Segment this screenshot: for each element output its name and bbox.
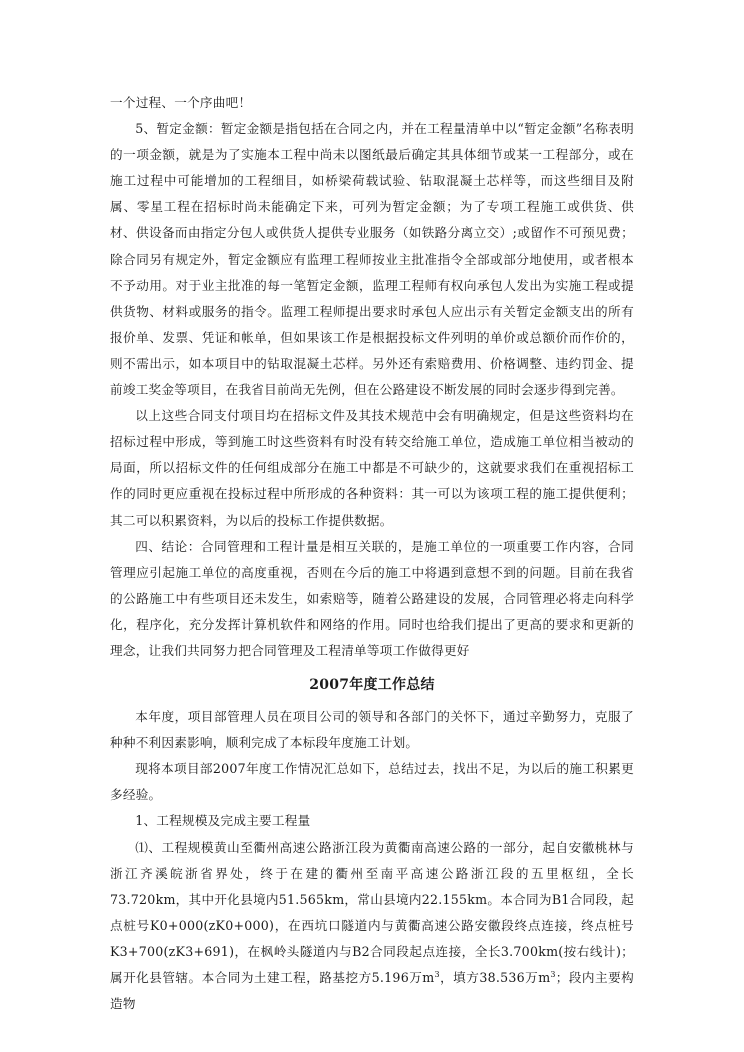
section-title: 2007年度工作总结 [309, 677, 435, 694]
superscript-cubic-1: 3 [434, 969, 440, 979]
scale-text-part3: ；段内主要构造物 [110, 970, 635, 1012]
paragraph-payment-items: 以上这些合同支付项目均在招标文件及其技术规范中会有明确规定，但是这些资料均在招标过程中形成，等到施工时这些资料有时没有转交给施工单位，造成施工单位相当被动的局面，所以招标文件的任何组成部分在施工中都是不可缺少的，这就要求我们在重视招标工作的同时更应重视在投标过程中所形成的各种资料：其一可以为该项工程的施工提供便利；其二可以积累资料，为以后的投标工作提供数据。 [110, 408, 634, 528]
paragraph-provisional-sum: 5、暂定金额：暂定金额是指包括在合同之内，并在工程量清单中以“暂定金额”名称表明的一项金额，就是为了实施本工程中尚未以图纸最后确定其具体细节或某一工程部分，或在施工过程中可能增加的工程细目，如桥梁荷载试验、钻取混凝土芯样等，而这些细目及附属、零星工程在招标时尚未能确定下来，可列为暂定金额；为了专项工程施工或供货、供材、供设备而由指定分包人或供货人提供专业服务（如铁路分离立交）;或留作不可预见费；除合同另有规定外，暂定金额应有监理工程师按业主批准指令全部或部分地使用，或者根本不予动用。对于业主批准的每一笔暂定金额，监理工程师有权向承包人发出为实施工程或提供货物、材料或服务的指令。监理工程师提出要求时承包人应出示有关暂定金额支出的所有报价单、发票、凭证和帐单，但如果该工作是根据投标文件列明的单价或总额价而作价的，则不需出示，如本项目中的钻取混凝土芯样。另外还有索赔费用、价格调整、违约罚金、提前竣工奖金等项目，在我省目前尚无先例，但在公路建设不断发展的同时会逐步得到完善。 [110, 121, 634, 398]
paragraph-intro: 本年度，项目部管理人员在项目公司的领导和各部门的关怀下，通过辛勤努力，克服了种种不利因素影响，顺利完成了本标段年度施工计划。 [110, 709, 634, 751]
paragraph-conclusion: 四、结论：合同管理和工程计量是相互关联的，是施工单位的一项重要工作内容，合同管理应引起施工单位的高度重视，否则在今后的施工中将遇到意想不到的问题。目前在我省的公路施工中有些项目还未发生，如索赔等，随着公路建设的发展，合同管理必将走向科学化，程序化，充分发挥计算机软件和网络的作用。同时也给我们提出了更高的要求和更新的理念，让我们共同努力把合同管理及工程清单等项工作做得更好 [110, 538, 634, 658]
paragraph-continuation: 一个过程、一个序曲吧！ [110, 95, 252, 110]
superscript-cubic-2: 3 [550, 969, 556, 979]
scale-text-part1: ⑴、工程规模黄山至衢州高速公路浙江段为黄衢南高速公路的一部分，起自安徽桃林与浙江齐溪皖浙省界处，终于在建的衢州至南平高速公路浙江段的五里枢纽，全长73.720km，其中开化县境内51.565km，常山县境内22.155km。本合同为B1合同段，起点桩号K0+000(zK0+000)，在西坑口隧道内与黄衢高速公路安徽段终点连接，终点桩号K3+700(zK3+691)，在枫岭头隧道内与B2合同段起点连接，全长3.700km(按右线计)；属开化县管辖。本合同为土建工程，路基挖方5.196万m [110, 839, 634, 985]
paragraph-project-scale [110, 835, 634, 1018]
scale-text-part2: ，填方38.536万m [439, 970, 551, 985]
subsection-title: 1、工程规模及完成主要工程量 [135, 813, 311, 829]
paragraph-summary-note: 现将本项目部2007年度工作情况汇总如下，总结过去，找出不足，为以后的施工积累更多经验。 [110, 761, 634, 803]
document-body [110, 90, 634, 1017]
